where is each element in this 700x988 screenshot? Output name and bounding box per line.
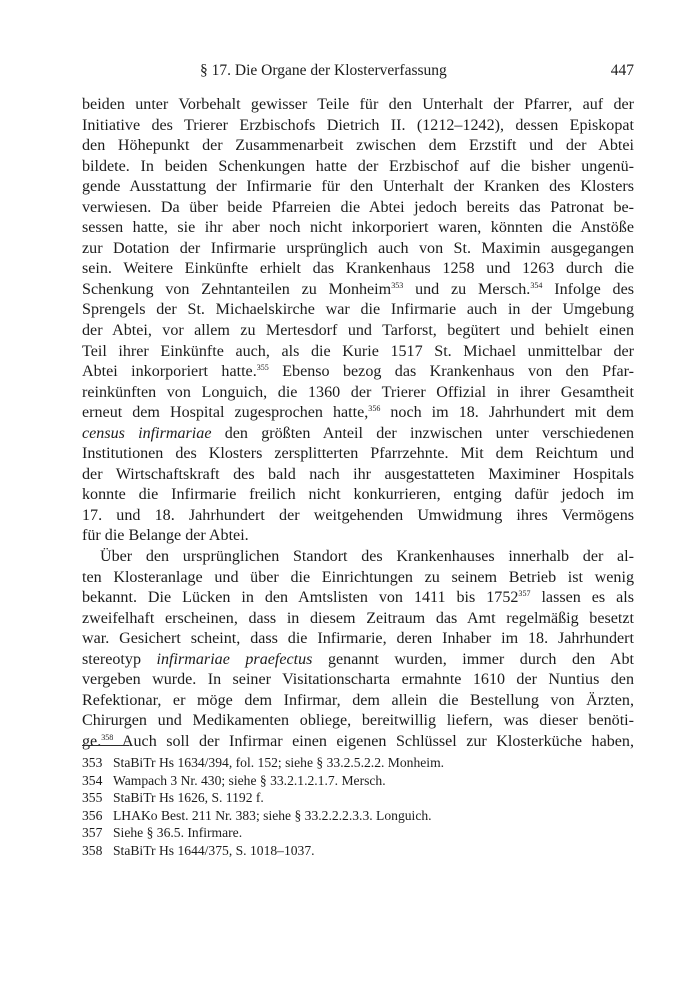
footnote [82,772,634,790]
text-line: ten Klosteranlage und über die Einrichtungen zu seinem Betrieb ist wenig [82,568,634,586]
body-text [82,95,634,753]
text-line [82,403,634,424]
footnote-number: 355 [82,790,103,806]
footnote-text: LHAKo Best. 211 Nr. 383; siehe § 33.2.2.2.3.3. Longuich. [113,807,432,823]
footnote-number: 353 [82,755,103,770]
text-line: reinkünften von Longuich, die 1360 der Trierer Offizial in ihrer Gesamtheit [82,383,634,401]
text-segment: erneut dem Hospital zugesprochen hatte, [82,404,369,422]
text-line: sessen hatte, sie ihr aber noch nicht inkorporiert waren, könnten die Anstöße [82,219,634,237]
text-segment: Auch soll der Infirmar einen eigenen Schlüssel zur Klosterküche haben, [113,732,634,750]
text-line: zur Dotation der Infirmarie ursprünglich auch von St. Maximin ausgegangen [82,239,634,257]
italic-term: infirmariae praefectus [156,650,313,668]
note-reference[interactable]: 354 [530,280,543,290]
text-line: der Abtei, vor allem zu Mertesdorf und Tarforst, begütert und behielt einen [82,322,634,340]
text-line: bildete. In beiden Schenkungen hatte der Erzbischof auf die bisher ungenü- [82,157,634,175]
text-segment: bekannt. Die Lücken in den Amtslisten von 1411 bis 1752 [82,589,519,607]
text-segment: lassen es als [530,589,634,607]
footnote [82,754,634,772]
text-line: Institutionen des Klosters zersplitterten Pfarrzehnte. Mit dem Reichtum und [82,445,634,463]
footnote-divider [82,745,129,746]
text-segment: noch im 18. Jahrhundert mit dem [380,404,634,422]
text-line: 17. und 18. Jahrhundert der weitgehenden Umwidmung ihres Vermögens [82,506,634,524]
text-line [82,732,634,753]
text-line [82,588,634,609]
running-head [82,62,634,82]
footnote-text: Wampach 3 Nr. 430; siehe § 33.2.1.2.1.7. Mersch. [113,772,386,788]
italic-term: census infirmariae [82,424,212,442]
note-reference[interactable]: 357 [518,589,531,599]
text-line: für die Belange der Abtei. [82,527,249,545]
text-segment: und zu Mersch. [403,280,531,298]
footnotes [82,754,634,860]
footnote [82,842,634,860]
text-segment: Ebenso bezog das Krankenhaus von den Pfar- [268,363,634,381]
text-segment: genannt wurden, immer durch den Abt [312,650,634,668]
note-reference[interactable]: 358 [101,732,114,742]
text-line: vergeben wurde. In seiner Visitationscharta ermahnte 1610 der Nuntius den [82,671,634,689]
text-segment: Abtei inkorporiert hatte. [82,363,257,381]
footnote [82,807,634,825]
footnote-number: 356 [82,807,103,823]
text-segment: Schenkung von Zehntanteilen zu Monheim [82,280,392,298]
running-title: § 17. Die Organe der Klosterverfassung [200,62,447,79]
text-line: Refektionar, er möge dem Infirmar, dem allein die Bestellung von Ärzten, [82,691,634,709]
text-line: sein. Weitere Einkünfte erhielt das Krankenhaus 1258 und 1263 durch die [82,260,634,278]
text-line: Chirurgen und Medikamenten obliege, bereitwillig liefern, was dieser benöti- [82,712,634,730]
text-line [82,424,634,445]
footnote-number: 354 [82,772,103,788]
text-line [82,280,634,301]
page-number: 447 [610,62,634,79]
text-line: Über den ursprünglichen Standort des Krankenhauses innerhalb der al- [100,548,634,566]
footnote-text: StaBiTr Hs 1634/394, fol. 152; siehe § 33.2.5.2.2. Monheim. [113,755,445,770]
text-line: der Wirtschaftskraft des bald nach ihr ausgestatteten Maximiner Hospitals [82,465,634,483]
note-reference[interactable]: 353 [391,280,404,290]
footnote [82,824,634,842]
text-line: Teil ihrer Einkünfte auch, als die Kurie 1517 St. Michael unmittelbar der [82,342,634,360]
note-reference[interactable]: 355 [256,363,269,373]
text-segment: ge. [82,732,102,750]
footnote-text: StaBiTr Hs 1626, S. 1192 f. [113,790,264,806]
text-segment: Infolge des [542,280,634,298]
text-line: konnte die Infirmarie freilich nicht konkurrieren, entging dafür jedoch im [82,486,634,504]
text-line [82,650,634,671]
text-line: beiden unter Vorbehalt gewisser Teile für den Unterhalt der Pfarrer, auf der [82,96,634,113]
text-line: den Höhepunkt der Zusammenarbeit zwischen dem Erzstift und der Abtei [82,137,634,155]
note-reference[interactable]: 356 [368,404,381,414]
text-line [82,362,634,383]
footnote-number: 357 [82,825,103,841]
text-line: Initiative des Trierer Erzbischofs Dietrich II. (1212–1242), dessen Episkopat [82,116,634,134]
text-line: Sprengels der St. Michaelskirche war die Infirmarie auch in der Umgebung [82,301,634,319]
text-segment: den größten Anteil der inzwischen unter verschiedenen [211,424,635,442]
footnote [82,789,634,807]
text-line: gende Ausstattung der Infirmarie für den Unterhalt der Kranken des Klosters [82,178,634,196]
text-line: war. Gesichert scheint, dass die Infirmarie, deren Inhaber im 18. Jahrhundert [82,630,634,648]
footnote-text: Siehe § 36.5. Infirmare. [113,825,243,841]
footnote-text: StaBiTr Hs 1644/375, S. 1018–1037. [113,842,315,858]
text-line: verwiesen. Da über beide Pfarreien die Abtei jedoch bereits das Patronat be- [82,198,634,216]
footnote-number: 358 [82,842,103,858]
text-segment: stereotyp [82,650,141,668]
text-line: zweifelhaft erscheinen, dass in diesem Zeitraum das Amt regelmäßig besetzt [82,609,634,627]
